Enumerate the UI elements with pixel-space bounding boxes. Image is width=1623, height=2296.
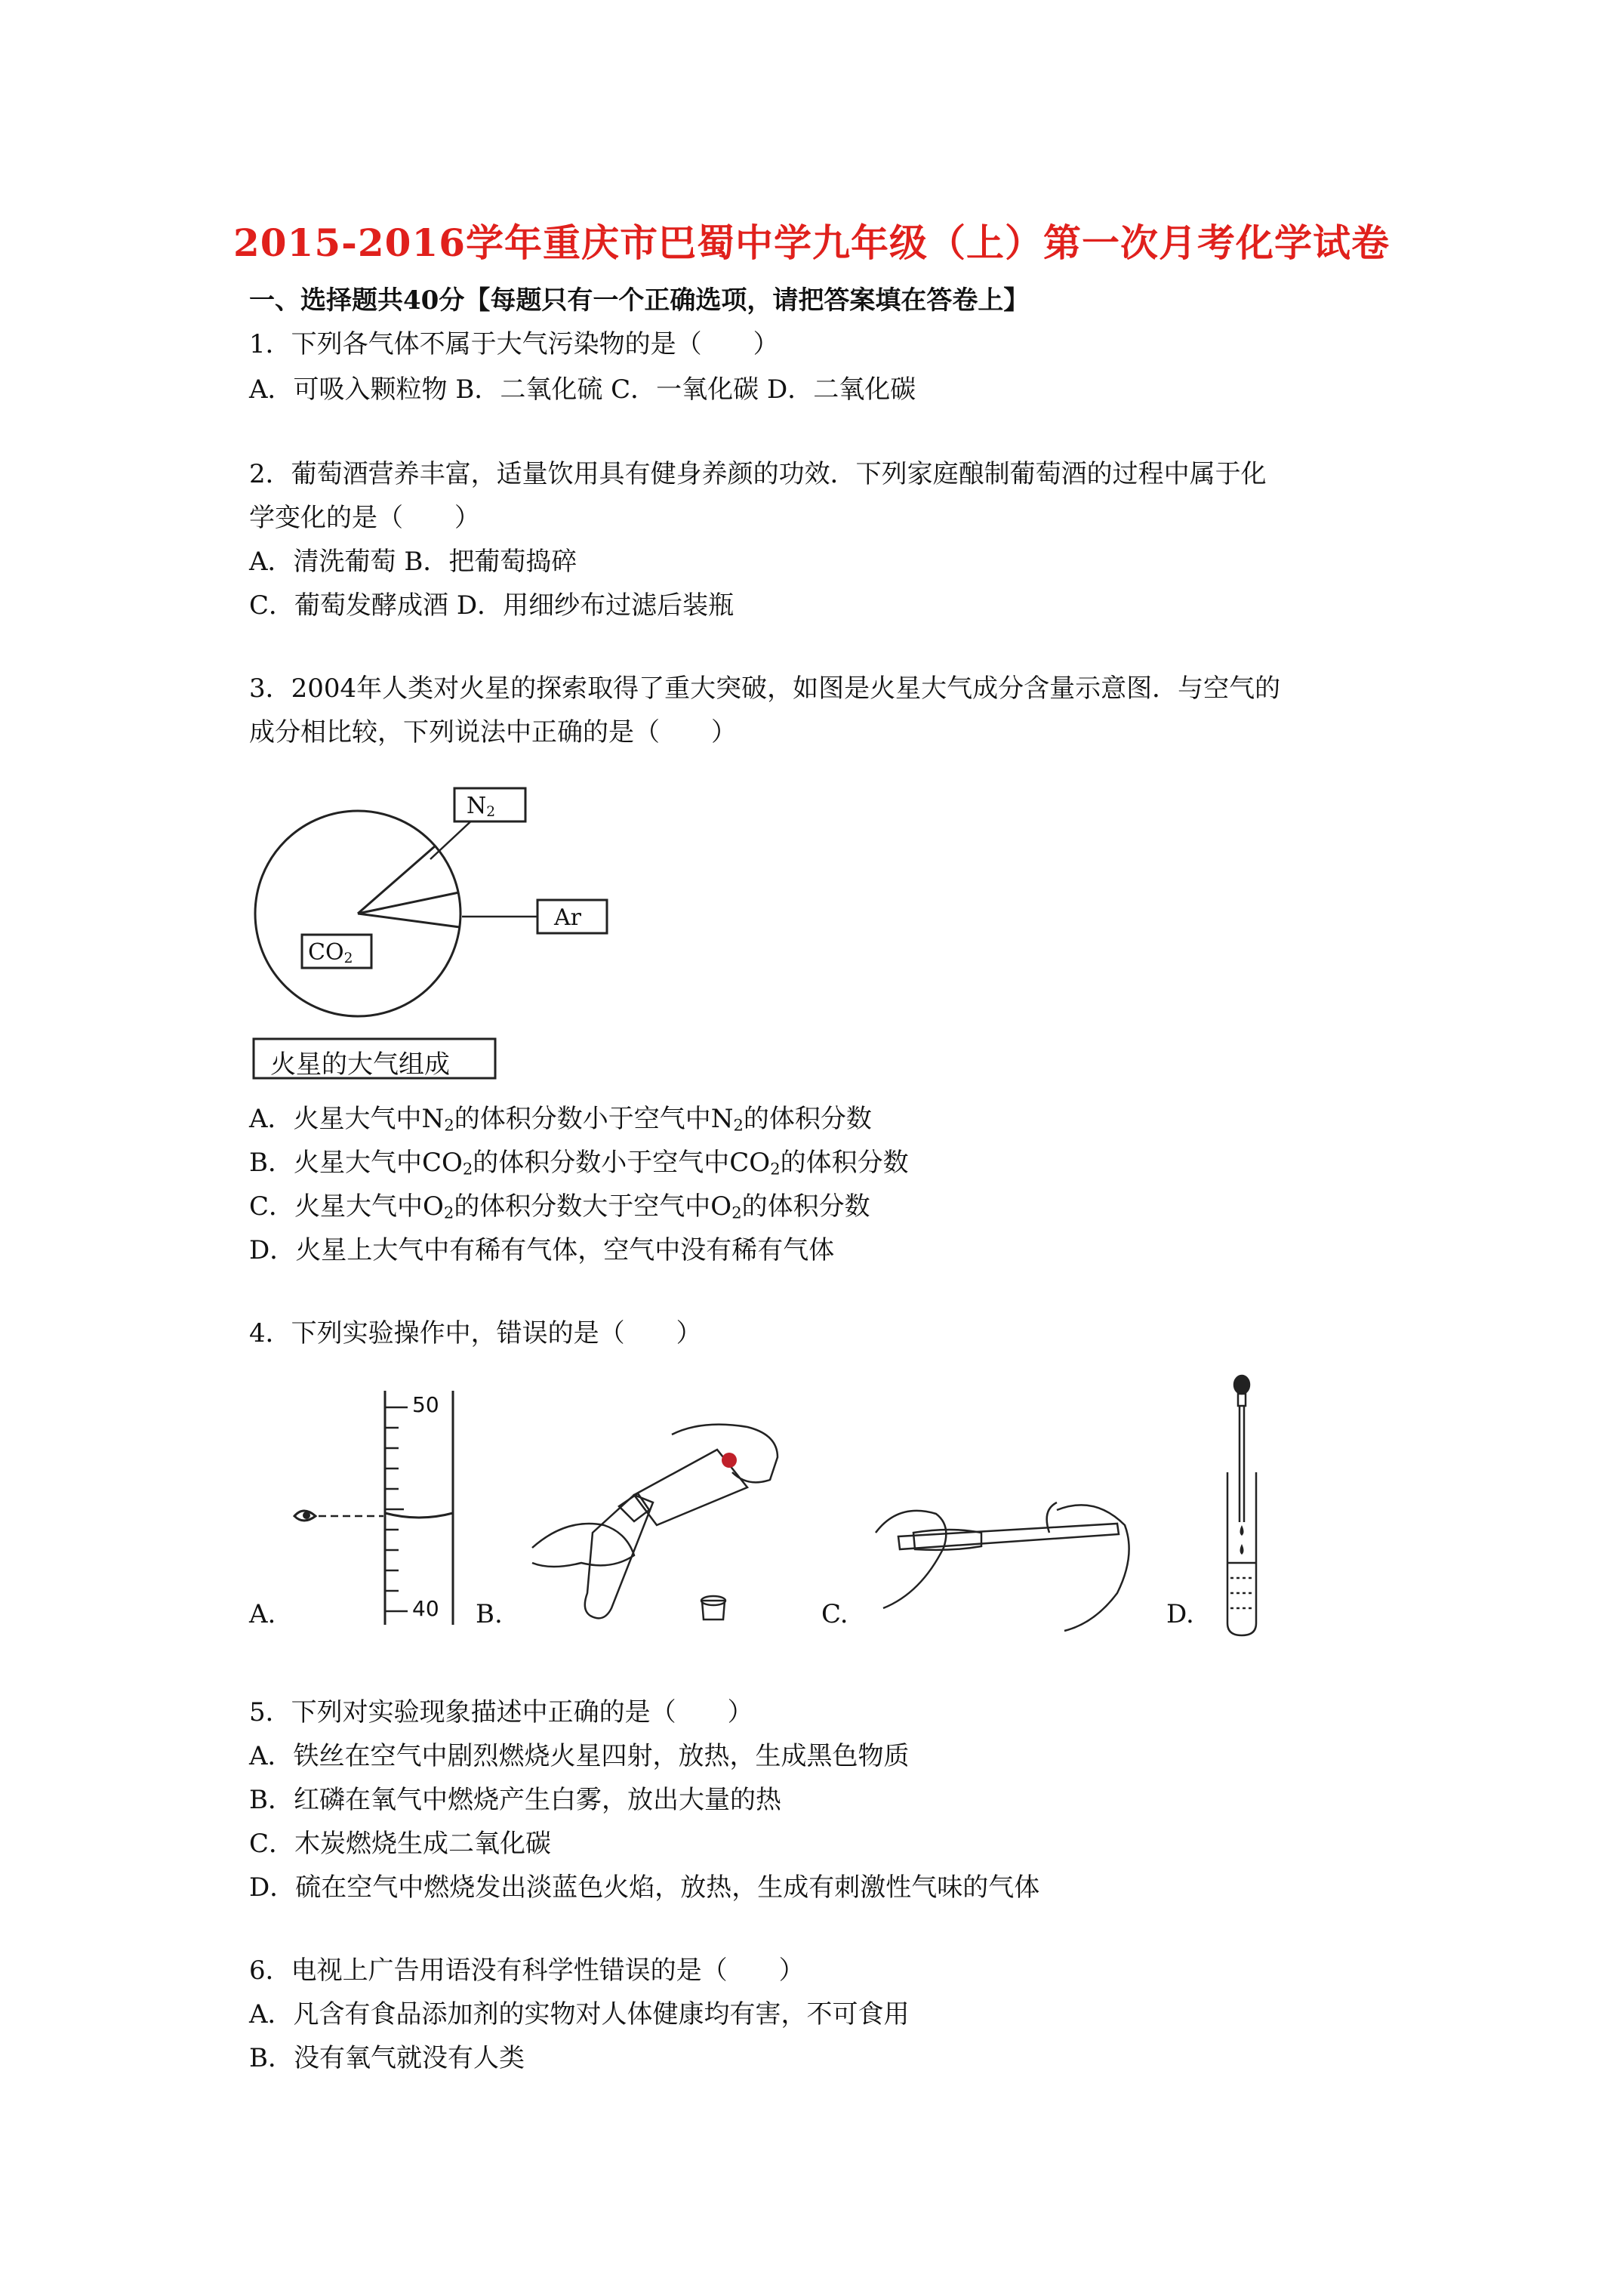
q2-stem-line1: 2．葡萄酒营养丰富，适量饮用具有健身养颜的功效．下列家庭酿制葡萄酒的过程中属于化 <box>249 459 1267 489</box>
figure-c-holding-tube <box>868 1480 1140 1638</box>
q4-label-c: C. <box>821 1599 848 1629</box>
q3-stem-line2: 成分相比较，下列说法中正确的是（ ） <box>249 717 737 747</box>
q4-stem: 4．下列实验操作中，错误的是（ ） <box>249 1318 702 1348</box>
q5-option-a: A．铁丝在空气中剧烈燃烧火星四射，放热，生成黑色物质 <box>249 1741 910 1771</box>
figure-b-pouring-liquid <box>521 1412 793 1638</box>
q3-stem-line1: 3．2004年人类对火星的探索取得了重大突破，如图是火星大气成分含量示意图．与空气的 <box>249 673 1281 704</box>
q5-option-b: B．红磷在氧气中燃烧产生白雾，放出大量的热 <box>249 1785 781 1815</box>
pouring-liquid-icon <box>521 1412 793 1638</box>
pie-label-co2: $CO_2$ <box>308 939 353 967</box>
graduated-cylinder-icon <box>287 1385 468 1634</box>
q5-option-c: C．木炭燃烧生成二氧化碳 <box>249 1829 552 1859</box>
q4-label-b: B. <box>476 1599 503 1629</box>
q3-option-a: A．火星大气中$N_2$的体积分数小于空气中$N_2$的体积分数 <box>249 1104 872 1135</box>
dropper-icon <box>1208 1374 1283 1638</box>
figure-a-cylinder-reading <box>287 1385 468 1634</box>
q2-options-line2: C．葡萄发酵成酒 D．用细纱布过滤后装瓶 <box>249 590 735 621</box>
mars-atmosphere-figure <box>249 778 611 1080</box>
section-heading: 一、选择题共40分【每题只有一个正确选项，请把答案填在答卷上】 <box>249 285 1030 316</box>
q5-option-d: D．硫在空气中燃烧发出淡蓝色火焰，放热，生成有刺激性气味的气体 <box>249 1872 1040 1903</box>
test-tube-holder-icon <box>868 1480 1140 1638</box>
cylinder-mark-top: 50 <box>412 1392 439 1417</box>
pie-caption: 火星的大气组成 <box>270 1049 450 1080</box>
q4-label-d: D. <box>1166 1599 1194 1629</box>
q2-stem-line2: 学变化的是（ ） <box>249 503 480 533</box>
q2-options-line1: A．清洗葡萄 B．把葡萄捣碎 <box>249 547 577 577</box>
cylinder-mark-bottom: 40 <box>412 1596 439 1621</box>
figure-d-dropper <box>1208 1374 1283 1638</box>
pie-label-ar: Ar <box>554 905 582 931</box>
q3-option-d: D．火星上大气中有稀有气体，空气中没有稀有气体 <box>249 1235 835 1265</box>
q6-stem: 6．电视上广告用语没有科学性错误的是（ ） <box>249 1955 805 1986</box>
q3-option-c: C．火星大气中$O_2$的体积分数大于空气中$O_2$的体积分数 <box>249 1191 870 1222</box>
q4-label-a: A. <box>249 1599 276 1629</box>
q5-stem: 5．下列对实验现象描述中正确的是（ ） <box>249 1697 753 1727</box>
q1-options: A．可吸入颗粒物 B．二氧化硫 C．一氧化碳 D．二氧化碳 <box>249 374 916 405</box>
q3-option-b: B．火星大气中$CO_2$的体积分数小于空气中$CO_2$的体积分数 <box>249 1148 909 1179</box>
exam-title: 2015-2016学年重庆市巴蜀中学九年级（上）第一次月考化学试卷 <box>233 220 1390 265</box>
q1-stem: 1．下列各气体不属于大气污染物的是（ ） <box>249 329 779 359</box>
q6-option-b: B．没有氧气就没有人类 <box>249 2043 525 2073</box>
pie-label-n2: $N_2$ <box>467 793 496 821</box>
q6-option-a: A．凡含有食品添加剂的实物对人体健康均有害，不可食用 <box>249 1999 910 2029</box>
